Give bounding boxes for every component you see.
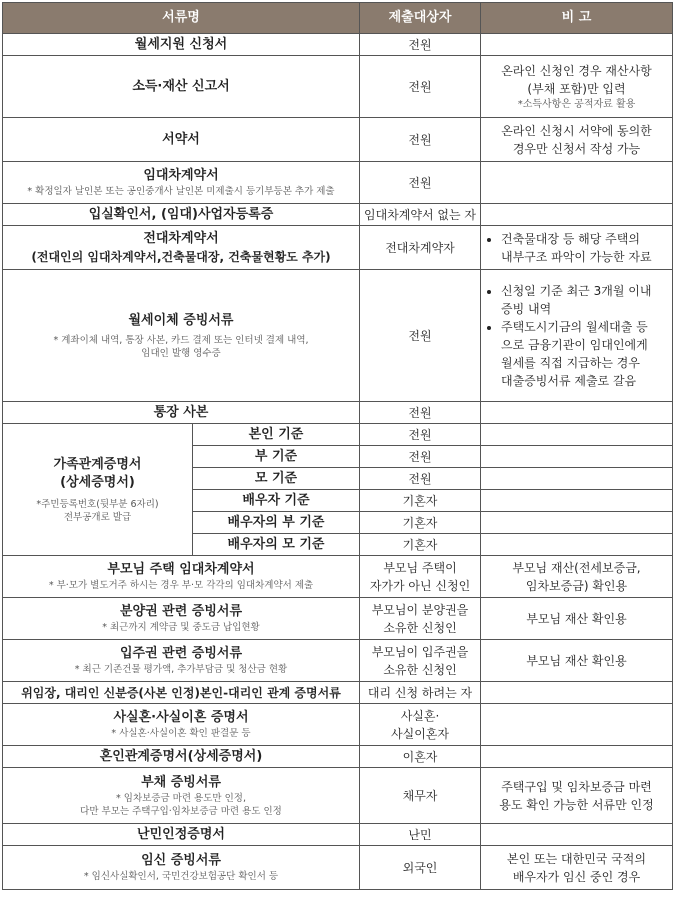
target-cell: 기혼자	[360, 534, 481, 556]
doc-title: 사실혼·사실이혼 증명서	[113, 710, 249, 725]
target-cell	[360, 640, 481, 682]
target-cell: 임대차계약서 없는 자	[360, 204, 481, 226]
table-row	[3, 846, 673, 890]
note-bullet: • 신청일 기준 최근 3개월 이내 증빙 내역	[501, 282, 668, 318]
note-cell	[481, 556, 673, 598]
document-table	[2, 2, 673, 890]
doc-sub: 임대인 발행 영수증	[141, 347, 221, 359]
target-cell: 채무자	[360, 768, 481, 824]
doc-title: 월세이체 증빙서류	[128, 312, 234, 328]
target-line: 자가가 아닌 신청인	[369, 578, 471, 593]
target-cell: 이혼자	[360, 746, 481, 768]
doc-sub: * 부·모가 별도거주 하시는 경우 부·모 각각의 임대차계약서 제출	[48, 580, 314, 591]
target-cell: 전원	[360, 56, 481, 118]
note-cell: 부모님 재산 확인용	[481, 640, 673, 682]
doc-cell	[3, 556, 360, 598]
header-note: 비 고	[481, 3, 673, 34]
table-row	[3, 226, 673, 270]
note-bullet: • 건축물대장 등 해당 주택의 내부구조 파악이 가능한 자료	[501, 230, 668, 266]
header-row	[3, 3, 673, 34]
table-row	[3, 402, 673, 424]
table-row	[3, 204, 673, 226]
note-cell: 부모님 재산 확인용	[481, 598, 673, 640]
target-line: 사실이혼자	[391, 726, 449, 741]
target-cell: 전원	[360, 468, 481, 490]
note-list	[485, 230, 668, 266]
doc-cell: 통장 사본	[3, 402, 360, 424]
note-line: 주택구입 및 임차보증금 마련	[501, 779, 652, 794]
note-sub: *소득사항은 공적자료 활용	[517, 98, 636, 110]
target-cell: 기혼자	[360, 512, 481, 534]
table-row	[3, 34, 673, 56]
target-cell: 전원	[360, 446, 481, 468]
target-line: 소유한 신청인	[383, 662, 457, 677]
target-line: 소유한 신청인	[383, 620, 457, 635]
note-line: 본인 또는 대한민국 국적의	[507, 851, 646, 866]
table-row	[3, 598, 673, 640]
doc-cell	[3, 704, 360, 746]
doc-cell: 서약서	[3, 118, 360, 162]
family-basis: 배우자의 모 기준	[193, 534, 360, 556]
family-basis: 모 기준	[193, 468, 360, 490]
note-cell	[481, 446, 673, 468]
doc-sub: * 임차보증금 마련 용도만 인정,	[116, 792, 246, 804]
note-cell	[481, 402, 673, 424]
doc-cell	[3, 768, 360, 824]
target-line: 부모님 주택이	[383, 560, 457, 575]
note-line: 경우만 신청서 작성 가능	[512, 141, 641, 156]
target-line: 부모님이 입주권을	[371, 644, 469, 659]
doc-title: 입주권 관련 증빙서류	[119, 646, 243, 661]
family-sub: 전부공개로 발급	[63, 511, 132, 523]
note-cell	[481, 270, 673, 402]
note-line: (부채 포함)만 입력	[527, 81, 626, 96]
table-row	[3, 118, 673, 162]
family-basis: 배우자 기준	[193, 490, 360, 512]
table-row	[3, 556, 673, 598]
doc-title: 분양권 관련 증빙서류	[119, 604, 243, 619]
target-line: 부모님이 분양권을	[371, 602, 469, 617]
family-basis: 배우자의 부 기준	[193, 512, 360, 534]
doc-title: 부채 증빙서류	[141, 774, 221, 790]
note-cell	[481, 682, 673, 704]
note-line: 용도 확인 가능한 서류만 인정	[499, 797, 654, 812]
note-line: 부모님 재산(전세보증금,	[512, 560, 641, 575]
doc-cell: 혼인관계증명서(상세증명서)	[3, 746, 360, 768]
note-line: 배우자가 임신 중인 경우	[512, 869, 641, 884]
target-cell	[360, 704, 481, 746]
family-doc-cell	[3, 424, 193, 556]
note-cell	[481, 118, 673, 162]
note-list	[485, 282, 668, 390]
doc-cell	[3, 846, 360, 890]
target-cell: 대리 신청 하려는 자	[360, 682, 481, 704]
table-row	[3, 56, 673, 118]
table-row	[3, 704, 673, 746]
doc-cell: 위임장, 대리인 신분증(사본 인정)본인-대리인 관계 증명서류	[3, 682, 360, 704]
header-doc: 서류명	[3, 3, 360, 34]
family-basis: 본인 기준	[193, 424, 360, 446]
note-bullet: • 주택도시기금의 월세대출 등 으로 금융기관이 임대인에게 월세를 직접 지급하는 경우 대출증빙서류 제출로 갈음	[501, 318, 668, 390]
doc-sub: * 확정일자 날인본 또는 공인중개사 날인본 미제출시 등기부등본 추가 제출	[27, 186, 335, 197]
target-cell: 전원	[360, 402, 481, 424]
note-cell	[481, 226, 673, 270]
family-row	[3, 424, 673, 446]
table-row	[3, 162, 673, 204]
doc-cell	[3, 270, 360, 402]
note-cell	[481, 162, 673, 204]
family-title-2: (상세증명서)	[60, 474, 135, 490]
family-sub: *주민등록번호(뒷부분 6자리)	[36, 498, 159, 510]
doc-title-2: (전대인의 임대차계약서,건축물대장, 건축물현황도 추가)	[31, 249, 331, 264]
note-cell	[481, 768, 673, 824]
target-cell: 전원	[360, 424, 481, 446]
table-row	[3, 824, 673, 846]
note-line: 온라인 신청시 서약에 동의한	[501, 123, 652, 138]
note-cell	[481, 468, 673, 490]
note-cell	[481, 846, 673, 890]
note-cell	[481, 704, 673, 746]
doc-sub: * 사실혼·사실이혼 확인 판결문 등	[111, 728, 251, 739]
family-title: 가족관계증명서	[53, 456, 142, 472]
note-cell	[481, 824, 673, 846]
doc-cell: 난민인정증명서	[3, 824, 360, 846]
doc-cell: 월세지원 신청서	[3, 34, 360, 56]
doc-cell	[3, 598, 360, 640]
doc-sub: * 최근 기존건물 평가액, 추가부담금 및 청산금 현황	[74, 664, 288, 675]
note-line: 임차보증금) 확인용	[525, 578, 628, 593]
target-cell: 난민	[360, 824, 481, 846]
table-row	[3, 768, 673, 824]
note-cell	[481, 490, 673, 512]
note-cell	[481, 534, 673, 556]
doc-cell	[3, 226, 360, 270]
doc-sub: * 계좌이체 내역, 통장 사본, 카드 결제 또는 인터넷 결제 내역,	[53, 334, 309, 346]
note-cell	[481, 34, 673, 56]
note-cell	[481, 746, 673, 768]
target-cell: 기혼자	[360, 490, 481, 512]
target-line: 사실혼·	[400, 708, 440, 723]
target-cell: 전원	[360, 118, 481, 162]
doc-cell	[3, 640, 360, 682]
family-basis: 부 기준	[193, 446, 360, 468]
doc-cell: 입실확인서, (임대)사업자등록증	[3, 204, 360, 226]
target-cell: 전대차계약자	[360, 226, 481, 270]
doc-cell	[3, 162, 360, 204]
note-line: 온라인 신청인 경우 재산사항	[501, 63, 652, 78]
doc-title: 임대차계약서	[143, 168, 219, 183]
target-cell: 외국인	[360, 846, 481, 890]
doc-title: 전대차계약서	[143, 230, 219, 246]
table-row	[3, 746, 673, 768]
note-cell	[481, 512, 673, 534]
target-cell: 전원	[360, 34, 481, 56]
note-cell	[481, 204, 673, 226]
note-cell	[481, 424, 673, 446]
doc-sub: 다만 부모는 주택구입·임차보증금 마련 용도 인정	[80, 805, 282, 817]
doc-sub: * 임신사실확인서, 국민건강보험공단 확인서 등	[83, 871, 279, 882]
target-cell: 전원	[360, 162, 481, 204]
table-row	[3, 682, 673, 704]
doc-title: 부모님 주택 임대차계약서	[107, 562, 255, 577]
doc-cell: 소득·재산 신고서	[3, 56, 360, 118]
target-cell	[360, 598, 481, 640]
target-cell	[360, 556, 481, 598]
table-row	[3, 640, 673, 682]
doc-title: 임신 증빙서류	[141, 853, 221, 868]
target-cell: 전원	[360, 270, 481, 402]
header-target: 제출대상자	[360, 3, 481, 34]
table-row	[3, 270, 673, 402]
note-cell	[481, 56, 673, 118]
doc-sub: * 최근까지 계약금 및 중도금 납입현황	[102, 622, 260, 633]
